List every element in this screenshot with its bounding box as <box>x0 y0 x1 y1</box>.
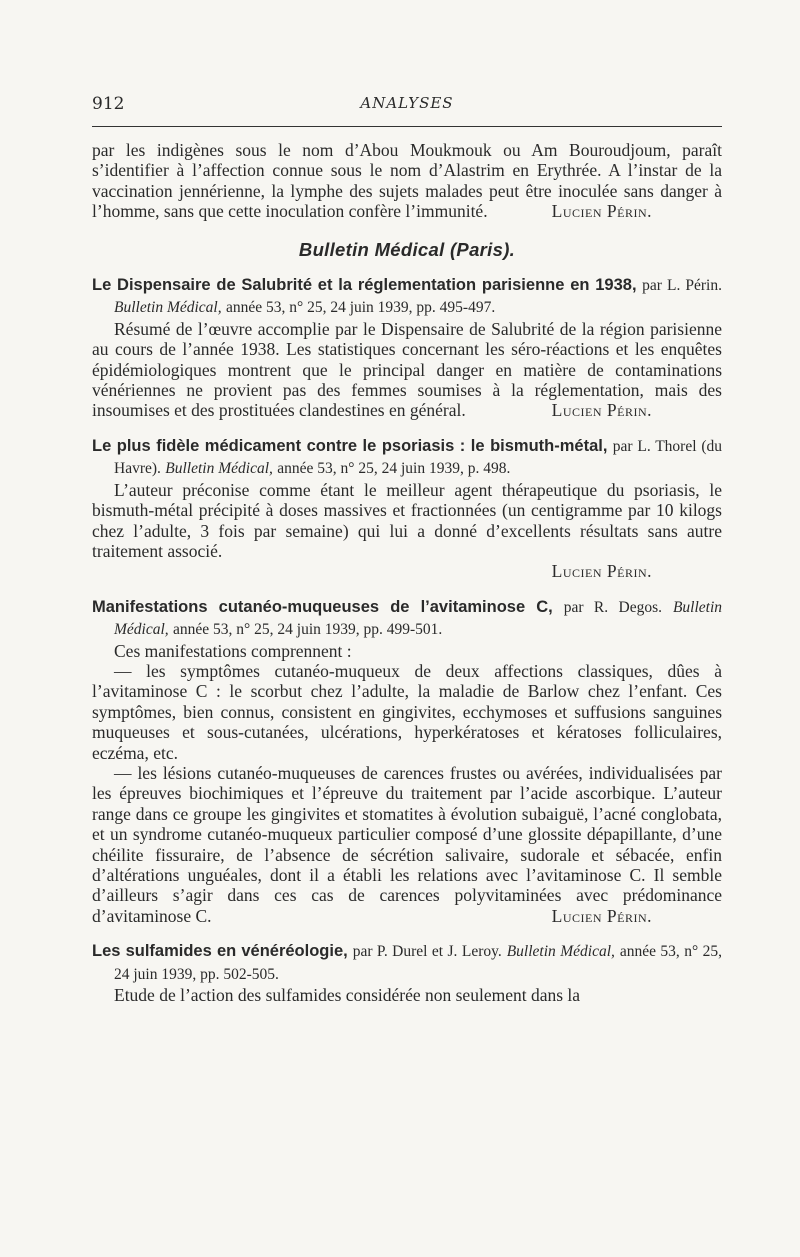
page-header <box>92 92 722 127</box>
entry-paragraph: Ces manifestations comprennent : <box>114 640 352 661</box>
entry-ref-journal: Bulletin Médical, <box>114 598 723 639</box>
entry-title: Le plus fidèle médicament contre le psoriasis : le bismuth-métal, <box>92 436 608 455</box>
entry-heading <box>92 596 722 641</box>
review-entry-4 <box>92 940 722 1005</box>
entry-body <box>92 319 722 421</box>
entry-ref-details: année 53, n° 25, 24 juin 1939, p. 498. <box>277 460 511 478</box>
intro-text: par les indigènes sous le nom d’Abou Moukmouk ou Am Bouroudjoum, paraît s’identifier à l’affection connue sous le nom d’Alastrim en Erythrée. A l’instar de la vaccination jennérienne, la lymphe des sujets malades peut être inoculée sans danger à l’homme, sans que cette inoculation confère l’immunité. <box>92 140 722 222</box>
entry-title: Le Dispensaire de Salubrité et la réglementation parisienne en 1938, <box>92 276 637 295</box>
entry-body: L’auteur préconise comme étant le meilleur agent thérapeutique du psoriasis, le bismuth-métal précipité à doses massives et fractionnées (un centigramme par 10 kilogs chez l’adulte, 3 fois par semaine) qui lui a donné d’excellents résultats sans autre traitement associé. <box>92 479 722 561</box>
intro-paragraph <box>92 140 722 222</box>
entry-paragraph <box>92 763 722 926</box>
entry-paragraph: — les symptômes cutanéo-muqueux de deux affections classiques, dûes à l’avitaminose C : le scorbut chez l’adulte, la maladie de Barlow chez l’enfant. Ces symptômes, bien connus, consistent en gingivites, ecchymoses et suffusions sanguines muqueuses et sous-cutanées, ulcérations, hyperkératoses et kératoses folliculaires, eczéma, etc. <box>92 660 722 763</box>
entry-heading <box>92 435 722 480</box>
entry-title: Manifestations cutanéo-muqueuses de l’avitaminose C, <box>92 597 553 616</box>
journal-title: Bulletin Médical (Paris). <box>298 238 516 260</box>
entry-ref-authors: par R. Degos. <box>563 598 663 616</box>
entry-signature: Lucien Périn. <box>551 905 652 926</box>
entry-heading <box>92 940 722 985</box>
entry-ref-authors: par L. Périn. <box>642 277 722 295</box>
entry-paragraph-text: — les lésions cutanéo-muqueuses de carences frustes ou avérées, individualisées par les épreuves biochimiques et l’épreuve du traitement par l’acide ascorbique. L’auteur range dans ce groupe les gingivites et stomatites à évolution subaiguë, l’acné conglobata, et un syndrome cutanéo-muqueux particulier composé d’une glossite dépapillante, d’une chéilite fissuraire, de l’absence de sécrétion salivaire, sudorale et sébacée, enfin d’altérations unguéales, dont il a établi les relations avec l’avitaminose C. Il semble d’ailleurs s’agir dans ces cas de carences polyvitaminées avec prédominance d’avitaminose C. <box>92 762 722 926</box>
entry-ref-journal: Bulletin Médical, <box>506 943 615 961</box>
entry-ref-journal: Bulletin Médical, <box>165 460 273 478</box>
entry-ref-details: année 53, n° 25, 24 juin 1939, pp. 495-497. <box>225 299 496 317</box>
review-entry-2 <box>92 435 722 582</box>
entry-body-text: Résumé de l’œuvre accomplie par le Dispensaire de Salubrité de la région parisienne au cours de l’année 1938. Les statistiques concernant les séro-réactions et les enquêtes épidémiologiques montrent que le principal danger en matière de contaminations vénériennes ne provient pas des femmes soumises à la réglementation, mais des insoumises et des prostituées clandestines en général. <box>92 318 722 421</box>
entry-signature: Lucien Périn. <box>551 400 652 421</box>
entry-ref-authors: par L. Thorel (du Havre). <box>114 437 722 478</box>
review-entry-3 <box>92 596 722 927</box>
entry-title: Les sulfamides en vénéréologie, <box>92 942 348 961</box>
page-content <box>92 140 722 1005</box>
running-title: ANALYSES <box>360 94 454 112</box>
page-number: 912 <box>92 94 125 114</box>
entry-ref-authors: par P. Durel et J. Leroy. <box>352 943 502 961</box>
entry-ref-journal: Bulletin Médical, <box>114 299 222 317</box>
entry-ref-details: année 53, n° 25, 24 juin 1939, pp. 502-505. <box>114 943 723 983</box>
entry-heading <box>92 274 722 319</box>
entry-signature: Lucien Périn. <box>551 561 652 582</box>
entry-body: Etude de l’action des sulfamides considérée non seulement dans la <box>114 985 581 1006</box>
review-entry-1 <box>92 274 722 421</box>
intro-signature: Lucien Périn. <box>551 201 652 222</box>
entry-ref-details: année 53, n° 25, 24 juin 1939, pp. 499-501. <box>173 621 443 639</box>
